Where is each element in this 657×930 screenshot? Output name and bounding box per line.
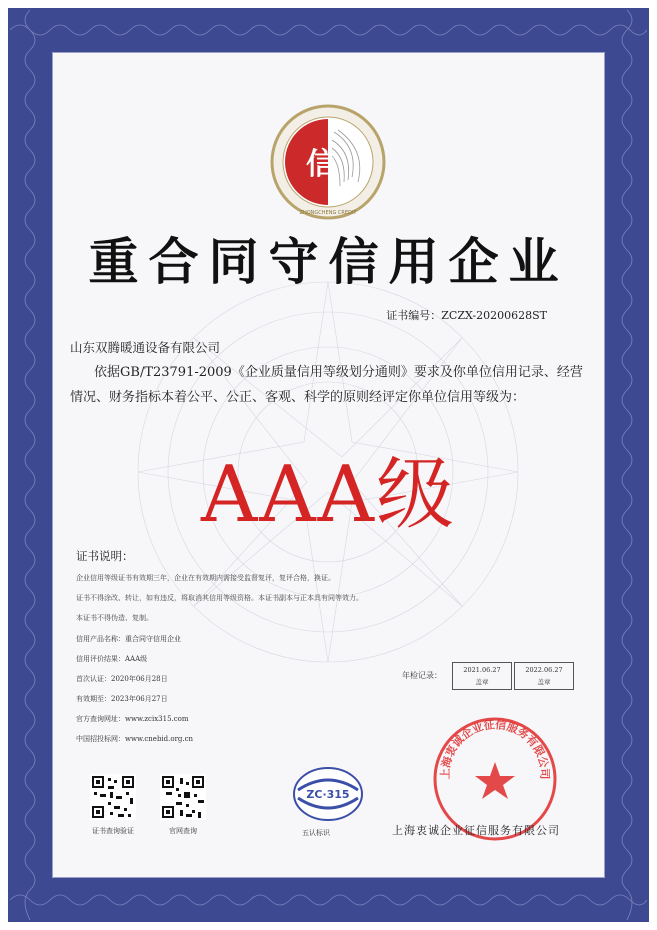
review-status: 盖章 (475, 678, 489, 686)
svg-text:信: 信 (306, 147, 336, 182)
note-line: 证书不得涂改、转让，如有违反，将取消其信用等级资格。本证书副本与正本具有同等效力。 (76, 594, 363, 602)
certificate-number: 证书编号：ZCZX-20200628ST (386, 309, 547, 322)
evaluation-paragraph: 依据GB/T23791-2009《企业质量信用等级划分通则》要求及你单位信用记录、经营情况、财务指标本着公平、公正、客观、科学的原则经评定你单位信用等级为： (70, 365, 583, 405)
field-first-cert: 首次认证：2020年06月28日 (76, 675, 168, 683)
svg-text:ZC·315: ZC·315 (306, 788, 350, 801)
review-label: 年检记录： (402, 671, 442, 680)
field-valid-until: 有效期至：2023年06月27日 (76, 695, 168, 703)
field-bid-url: 中国招投标网：www.cnebid.org.cn (76, 735, 194, 743)
svg-text:ZHONGCHENG CREDIT: ZHONGCHENG CREDIT (299, 210, 357, 216)
svg-text:上海衷诚企业征信服务有限公司: 上海衷诚企业征信服务有限公司 (438, 718, 552, 780)
qr-label-website: 官网查询 (169, 827, 197, 835)
note-line: 企业信用等级证书有效期三年，企业在有效期内需接受监督复评，复评合格，换证。 (76, 574, 335, 582)
review-box (452, 662, 512, 690)
qr-label-verify: 证书查询验证 (92, 827, 134, 835)
company-name: 山东双腾暖通设备有限公司 (70, 340, 221, 355)
issuer-name: 上海衷诚企业征信服务有限公司 (392, 824, 560, 837)
qr-code-website[interactable] (160, 774, 206, 820)
field-query-url: 官方查询网址：www.zcix315.com (76, 715, 189, 723)
note-line: 本证书不得伪造、复制。 (76, 614, 153, 622)
field-result: 信用评价结果：AAA级 (76, 655, 148, 663)
qr-code-verify[interactable] (90, 774, 136, 820)
zc315-badge (290, 764, 366, 824)
zc315-label: 五认标识 (302, 829, 330, 837)
certificate-body (52, 52, 605, 878)
notes-title: 证书说明： (76, 549, 134, 563)
review-date: 2021.06.27 (463, 666, 501, 674)
review-status: 盖章 (537, 678, 551, 686)
credit-emblem (268, 102, 388, 222)
review-box (514, 662, 574, 690)
certificate-title: 重合同守信用企业 (88, 232, 569, 291)
field-product-name: 信用产品名称：重合同守信用企业 (76, 635, 181, 643)
credit-grade: AAA级 (201, 450, 456, 540)
review-date: 2022.06.27 (525, 666, 563, 674)
